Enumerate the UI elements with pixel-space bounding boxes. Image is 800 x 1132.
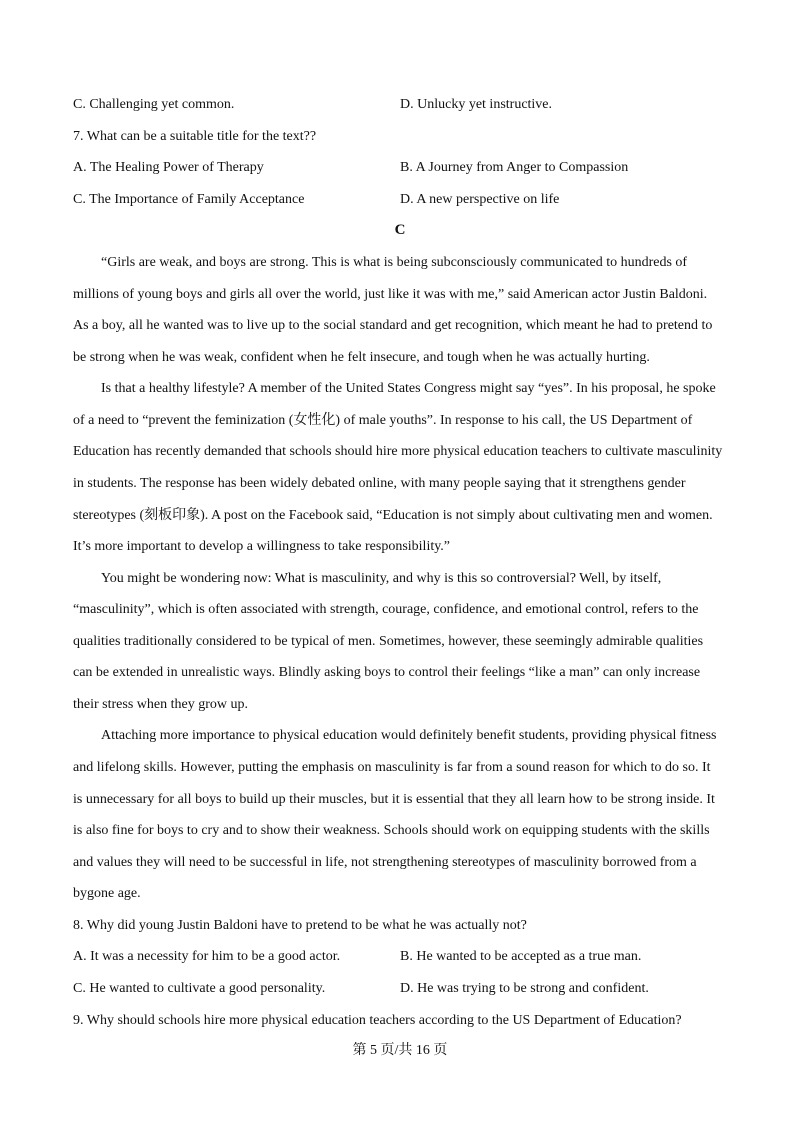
passage-p3-line: can be extended in unrealistic ways. Blindly asking boys to control their feelings “like a man” can only increase xyxy=(73,665,701,680)
passage-p2-line: in students. The response has been widely debated online, with many people saying that it strengthens gender xyxy=(73,476,686,491)
passage-p1-line: millions of young boys and girls all over the world, just like it was with me,” said American actor Justin Baldoni. xyxy=(73,287,708,302)
passage-p4-line: and values they will need to be successful in life, not strengthening stereotypes of masculinity borrowed from a xyxy=(73,855,697,870)
q8-option-a: A. It was a necessity for him to be a good actor. xyxy=(73,949,341,964)
passage-p4-line: is unnecessary for all boys to build up their muscles, but it is essential that they all learn how to be strong inside. It xyxy=(73,792,715,807)
q6-option-c: C. Challenging yet common. xyxy=(73,97,235,112)
passage-p2-line: Education has recently demanded that schools should hire more physical education teachers to cultivate masculinity xyxy=(73,444,723,459)
passage-p4-line: and lifelong skills. However, putting the emphasis on masculinity is far from a sound reason for which to do so. It xyxy=(73,760,711,775)
passage-p4-line: is also fine for boys to cry and to show their weakness. Schools should work on equipping students with the skills xyxy=(73,823,710,838)
section-heading: C xyxy=(394,222,406,238)
q7-option-c: C. The Importance of Family Acceptance xyxy=(73,192,305,207)
q8-option-b: B. He wanted to be accepted as a true man. xyxy=(400,949,642,964)
passage-p2-line: Is that a healthy lifestyle? A member of the United States Congress might say “yes”. In his proposal, he spoke xyxy=(101,381,716,396)
passage-p2-line: stereotypes (刻板印象). A post on the Facebook said, “Education is not simply about cultivating men and women. xyxy=(73,508,713,523)
page-number: 第 5 页/共 16 页 xyxy=(352,1043,448,1058)
q9-question: 9. Why should schools hire more physical education teachers according to the US Department of Education? xyxy=(73,1013,682,1028)
q8-question: 8. Why did young Justin Baldoni have to pretend to be what he was actually not? xyxy=(73,918,527,933)
q7-option-b: B. A Journey from Anger to Compassion xyxy=(400,160,629,175)
passage-p3-line: their stress when they grow up. xyxy=(73,697,248,712)
passage-p1-line: be strong when he was weak, confident when he felt insecure, and tough when he was actually hurting. xyxy=(73,350,650,365)
q8-option-c: C. He wanted to cultivate a good personality. xyxy=(73,981,326,996)
passage-p3-line: “masculinity”, which is often associated with strength, courage, confidence, and emotional control, refers to the xyxy=(73,602,699,617)
q7-option-a: A. The Healing Power of Therapy xyxy=(73,160,264,175)
passage-p2-line: It’s more important to develop a willingness to take responsibility.” xyxy=(73,539,451,554)
passage-p4-line: bygone age. xyxy=(73,886,141,901)
q7-option-d: D. A new perspective on life xyxy=(400,192,560,207)
q6-option-d: D. Unlucky yet instructive. xyxy=(400,97,553,112)
q7-question: 7. What can be a suitable title for the text?? xyxy=(73,129,317,144)
passage-p4-line: Attaching more importance to physical education would definitely benefit students, providing physical fitness xyxy=(101,728,717,743)
passage-p1-line: “Girls are weak, and boys are strong. This is what is being subconsciously communicated to hundreds of xyxy=(101,255,688,270)
passage-p3-line: qualities traditionally considered to be typical of men. Sometimes, however, these seemingly admirable qualities xyxy=(73,634,704,649)
passage-p3-line: You might be wondering now: What is masculinity, and why is this so controversial? Well, by itself, xyxy=(101,571,662,586)
passage-p1-line: As a boy, all he wanted was to live up to the social standard and get recognition, which meant he had to pretend to xyxy=(73,318,713,333)
q8-option-d: D. He was trying to be strong and confident. xyxy=(400,981,649,996)
passage-p2-line: of a need to “prevent the feminization (女性化) of male youths”. In response to his call, the US Department of xyxy=(73,413,693,428)
